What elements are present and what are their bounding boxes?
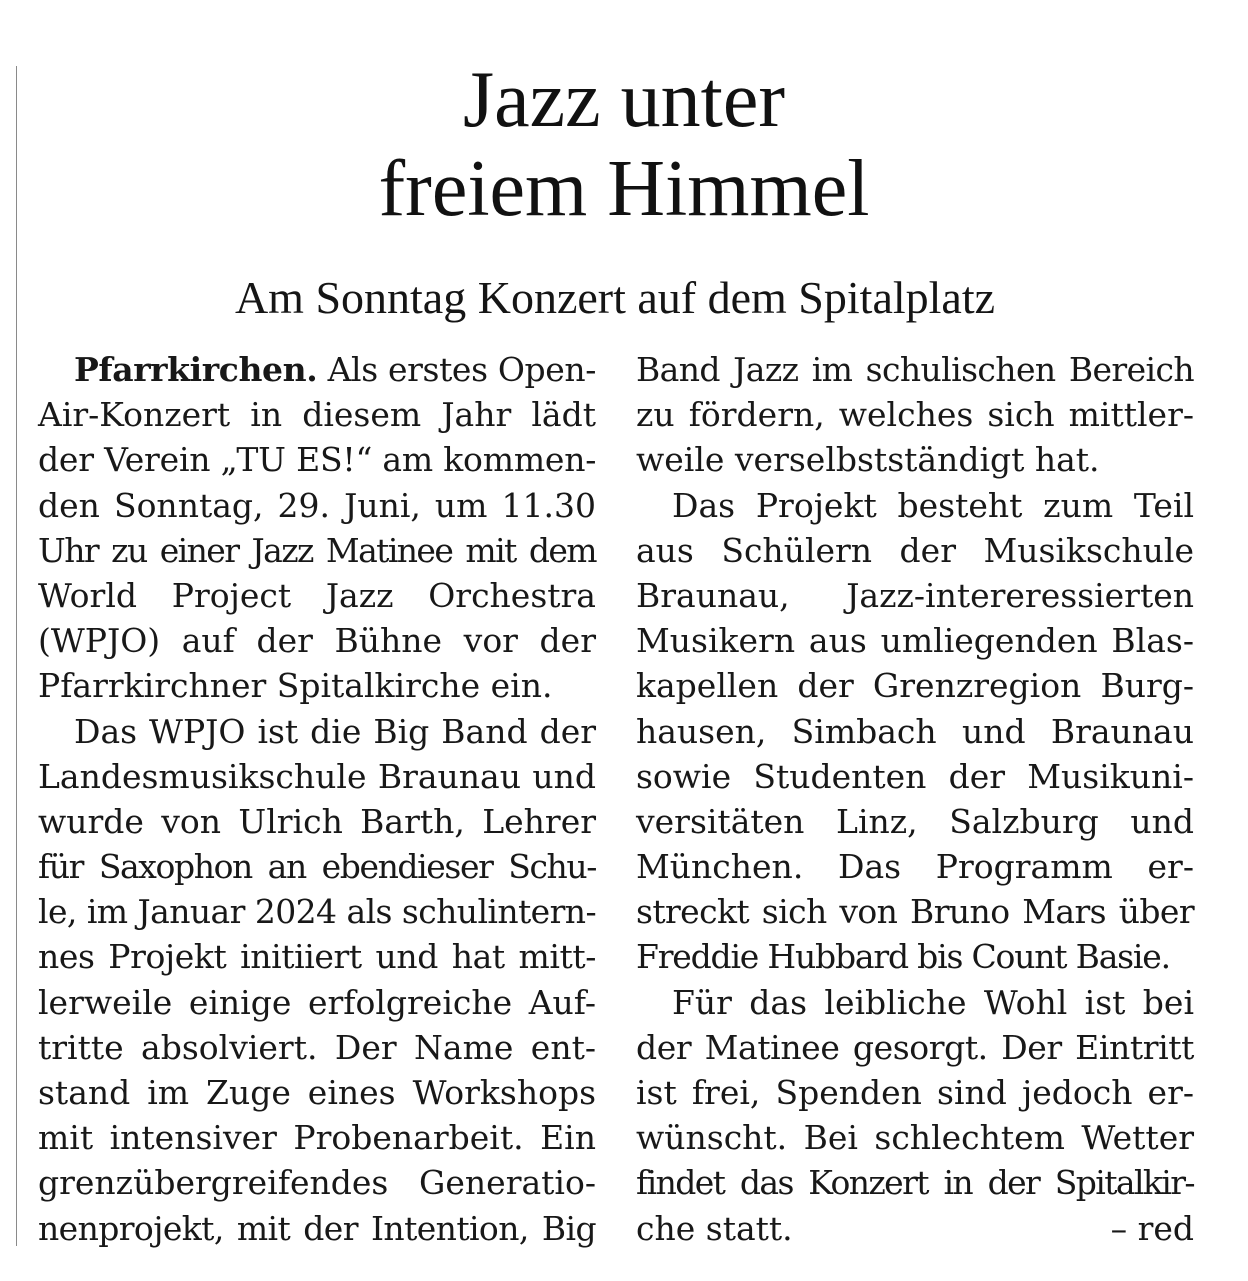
article-column-left: [38, 347, 596, 1251]
text-line: World Project Jazz Orchestra: [38, 575, 596, 615]
column-rule: [16, 66, 17, 1246]
text-line: nes Projekt initiiert und hat mitt-: [38, 937, 596, 977]
text-line: Pfarrkirchen. Als erstes Open-: [74, 350, 596, 389]
text-line: aus Schülern der Musikschule: [636, 530, 1194, 570]
text-line: grenzübergreifendes Generatio-: [38, 1163, 596, 1203]
text-line: kapellen der Grenzregion Burg-: [636, 666, 1194, 706]
author-signature: – red: [1110, 1208, 1194, 1248]
closing-line: [636, 1206, 1194, 1251]
headline-line-1: Jazz unter: [462, 56, 786, 144]
dateline: Pfarrkirchen.: [74, 350, 318, 389]
text-line: Uhr zu einer Jazz Matinee mit dem: [38, 530, 596, 570]
text-line: nenprojekt, mit der Intention, Big: [38, 1208, 596, 1248]
text-line: weile verselbstständigt hat.: [636, 440, 1100, 480]
text-line: findet das Konzert in der Spitalkir-: [636, 1163, 1194, 1203]
text-line: lerweile einige erfolgreiche Auf-: [38, 982, 596, 1022]
text-line: che statt.: [636, 1208, 793, 1248]
text-line: versitäten Linz, Salzburg und: [636, 801, 1194, 841]
text-line: stand im Zuge eines Workshops: [38, 1073, 596, 1112]
text-line: Das WPJO ist die Big Band der: [74, 711, 596, 751]
text-line: (WPJO) auf der Bühne vor der: [38, 621, 596, 661]
text-line: Für das leibliche Wohl ist bei: [672, 982, 1194, 1022]
text-line: Band Jazz im schulischen Bereich: [636, 350, 1194, 389]
text-line: mit intensiver Probenarbeit. Ein: [38, 1118, 596, 1158]
text-line: hausen, Simbach und Braunau: [636, 711, 1194, 751]
text-line: sowie Studenten der Musikuni-: [636, 756, 1194, 796]
text-line: der Verein „TU ES!“ am kommen-: [38, 440, 597, 480]
text-line: le, im Januar 2024 als schulintern-: [38, 892, 596, 932]
text-line: München. Das Programm er-: [636, 847, 1194, 887]
text-line: Landesmusikschule Braunau und: [38, 756, 596, 796]
text-line: zu fördern, welches sich mittler-: [636, 395, 1194, 435]
text-line: Air-Konzert in diesem Jahr lädt: [38, 395, 596, 435]
text-line: Braunau, Jazz-intereressierten: [636, 575, 1194, 615]
text-line: wurde von Ulrich Barth, Lehrer: [38, 801, 596, 841]
text-line: Pfarrkirchner Spitalkirche ein.: [38, 666, 553, 706]
text-line: für Saxophon an ebendieser Schu-: [38, 847, 596, 887]
subheadline: Am Sonntag Konzert auf dem Spitalplatz: [234, 272, 996, 323]
article-column-right: [636, 347, 1194, 1251]
text-line: wünscht. Bei schlechtem Wetter: [636, 1118, 1194, 1158]
text-line: Freddie Hubbard bis Count Basie.: [636, 937, 1170, 977]
text-line: tritte absolviert. Der Name ent-: [38, 1027, 596, 1067]
text-line: den Sonntag, 29. Juni, um 11.30: [38, 485, 596, 525]
text-line: Musikern aus umliegenden Blas-: [636, 621, 1194, 661]
text-line: ist frei, Spenden sind jedoch er-: [636, 1073, 1194, 1112]
text-line: der Matinee gesorgt. Der Eintritt: [636, 1027, 1194, 1067]
headline-line-2: freiem Himmel: [378, 145, 870, 233]
headline: [0, 56, 1248, 234]
text-line: Das Projekt besteht zum Teil: [672, 485, 1194, 525]
text-line: streckt sich von Bruno Mars über: [636, 892, 1194, 932]
